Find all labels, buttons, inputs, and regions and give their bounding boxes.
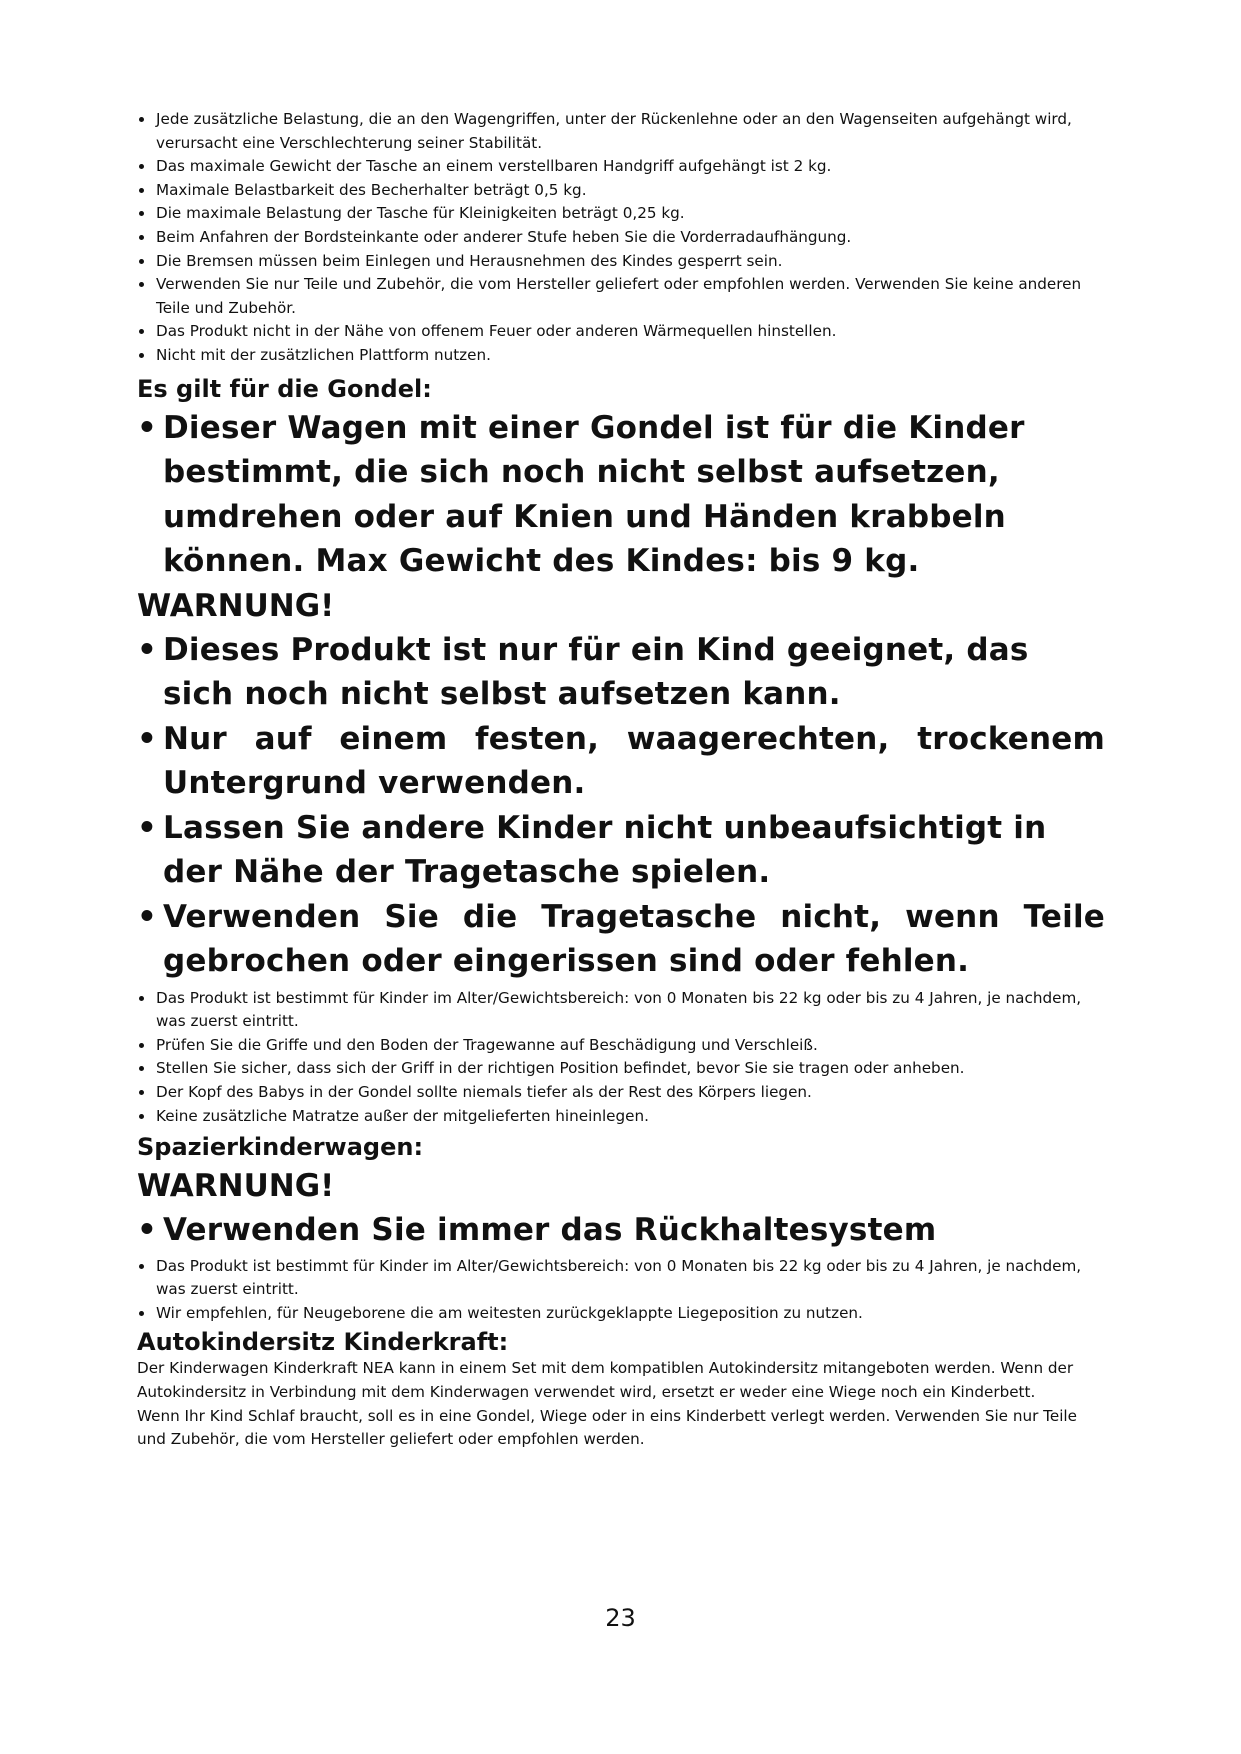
list-item: Jede zusätzliche Belastung, die an den Wagengriffen, unter der Rückenlehne oder an den Wagenseiten aufgehängt wird, verursacht eine Verschlechterung seiner Stabilität. — [137, 108, 1105, 155]
list-item: Das Produkt ist bestimmt für Kinder im Alter/Gewichtsbereich: von 0 Monaten bis 22 kg oder bis zu 4 Jahren, je nachdem, was zuerst eintritt. — [137, 987, 1105, 1034]
list-item: Das Produkt nicht in der Nähe von offenem Feuer oder anderen Wärmequellen hinstellen. — [137, 320, 1105, 344]
page-number: 23 — [605, 1604, 636, 1632]
spazier-warning-heading: WARNUNG! — [137, 1168, 335, 1205]
bullet-icon: • — [137, 631, 158, 668]
warning-bullet: • Lassen Sie andere Kinder nicht unbeaufsichtigt in der Nähe der Tragetasche spielen. — [137, 806, 1105, 895]
list-item: Stellen Sie sicher, dass sich der Griff in der richtigen Position befindet, bevor Sie sie tragen oder anheben. — [137, 1057, 1105, 1081]
page-content — [137, 108, 1105, 1452]
bullet-icon: • — [137, 809, 158, 846]
list-item: Das Produkt ist bestimmt für Kinder im Alter/Gewichtsbereich: von 0 Monaten bis 22 kg oder bis zu 4 Jahren, je nachdem, was zuerst eintritt. — [137, 1255, 1105, 1302]
list-item: Beim Anfahren der Bordsteinkante oder anderer Stufe heben Sie die Vorderradaufhängung. — [137, 226, 1105, 250]
list-item: Der Kopf des Babys in der Gondel sollte niemals tiefer als der Rest des Körpers liegen. — [137, 1081, 1105, 1105]
gondel-warning-list — [137, 628, 1105, 984]
spazier-small-list — [137, 1255, 1105, 1326]
intro-bullet-list — [137, 108, 1105, 368]
list-item: Prüfen Sie die Griffe und den Boden der Tragewanne auf Beschädigung und Verschleiß. — [137, 1034, 1105, 1058]
bullet-icon: • — [137, 720, 158, 757]
list-item: Keine zusätzliche Matratze außer der mitgelieferten hineinlegen. — [137, 1105, 1105, 1129]
list-item: Maximale Belastbarkeit des Becherhalter beträgt 0,5 kg. — [137, 179, 1105, 203]
autokindersitz-paragraph-1: Der Kinderwagen Kinderkraft NEA kann in einem Set mit dem kompatiblen Autokindersitz mitangeboten werden. Wenn der Autokindersitz in Verbindung mit dem Kinderwagen verwendet wird, ersetzt er weder eine Wiege noch ein Kinderbett. — [137, 1359, 1074, 1401]
spazier-heading: Spazierkinderwagen: — [137, 1133, 424, 1162]
list-item: Verwenden Sie nur Teile und Zubehör, die vom Hersteller geliefert oder empfohlen werden. Verwenden Sie keine anderen Teile und Zubehör. — [137, 273, 1105, 320]
list-item: Das maximale Gewicht der Tasche an einem verstellbaren Handgriff aufgehängt ist 2 kg. — [137, 155, 1105, 179]
gondel-heading: Es gilt für die Gondel: — [137, 374, 432, 403]
warning-bullet: • Verwenden Sie die Tragetasche nicht, wenn Teile gebrochen oder eingerissen sind oder fehlen. — [137, 895, 1105, 984]
warning-bullet: • Nur auf einem festen, waagerechten, trockenem Untergrund verwenden. — [137, 717, 1105, 806]
autokindersitz-heading: Autokindersitz Kinderkraft: — [137, 1328, 509, 1357]
warning-bullet: • Dieses Produkt ist nur für ein Kind geeignet, das sich noch nicht selbst aufsetzen kann. — [137, 628, 1105, 717]
spazier-warning-list — [137, 1208, 1105, 1253]
autokindersitz-paragraph-2: Wenn Ihr Kind Schlaf braucht, soll es in eine Gondel, Wiege oder in eins Kinderbett verlegt werden. Verwenden Sie nur Teile und Zubehör, die vom Hersteller geliefert oder empfohlen werden. — [137, 1406, 1077, 1449]
warning-bullet: • Verwenden Sie immer das Rückhaltesystem — [137, 1208, 1105, 1253]
bullet-icon: • — [137, 1212, 158, 1249]
list-item: Die Bremsen müssen beim Einlegen und Herausnehmen des Kindes gesperrt sein. — [137, 250, 1105, 274]
bullet-icon: • — [137, 898, 158, 935]
gondel-small-list — [137, 987, 1105, 1129]
gondel-main-bullet: • Dieser Wagen mit einer Gondel ist für die Kinder bestimmt, die sich noch nicht selbst aufsetzen, umdrehen oder auf Knien und Händen krabbeln können. Max Gewicht des Kindes: bis 9 kg. — [137, 406, 1105, 584]
list-item: Die maximale Belastung der Tasche für Kleinigkeiten beträgt 0,25 kg. — [137, 202, 1105, 226]
list-item: Wir empfehlen, für Neugeborene die am weitesten zurückgeklappte Liegeposition zu nutzen. — [137, 1302, 1105, 1326]
gondel-warning-heading: WARNUNG! — [137, 587, 335, 624]
list-item: Nicht mit der zusätzlichen Plattform nutzen. — [137, 344, 1105, 368]
bullet-icon: • — [137, 409, 158, 446]
gondel-main-list — [137, 406, 1105, 584]
